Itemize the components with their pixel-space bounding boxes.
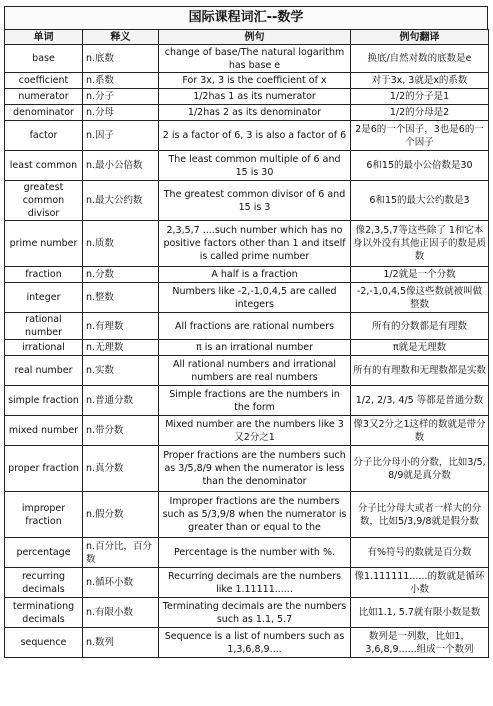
meaning-cell: n.分母 bbox=[83, 105, 159, 121]
word-cell: greatest common divisor bbox=[5, 181, 83, 221]
translation-cell: 1/2的分母是2 bbox=[351, 105, 489, 121]
example-cell: For 3x, 3 is the coefficient of x bbox=[159, 73, 351, 89]
example-cell: Terminating decimals are the numbers such as 1.1, 5.7 bbox=[159, 598, 351, 628]
word-cell: numerator bbox=[5, 89, 83, 105]
example-cell: Recurring decimals are the numbers like 1.11111...... bbox=[159, 568, 351, 598]
translation-cell: 1/2, 2/3, 4/5 等都是普通分数 bbox=[351, 386, 489, 416]
meaning-cell: n.普通分数 bbox=[83, 386, 159, 416]
table-row bbox=[5, 628, 489, 658]
word-cell: improper fraction bbox=[5, 492, 83, 538]
word-cell: fraction bbox=[5, 267, 83, 283]
meaning-cell: n.带分数 bbox=[83, 416, 159, 446]
example-cell: Percentage is the number with %. bbox=[159, 538, 351, 568]
word-cell: prime number bbox=[5, 221, 83, 267]
header-translation: 例句翻译 bbox=[351, 30, 489, 45]
sheet-title: 国际课程词汇--数学 bbox=[4, 6, 488, 29]
vocabulary-table bbox=[4, 29, 489, 658]
example-cell: 1/2has 2 as its denominator bbox=[159, 105, 351, 121]
translation-cell: -2,-1,0,4,5像这些数就被叫做整数 bbox=[351, 283, 489, 313]
table-row bbox=[5, 416, 489, 446]
translation-cell: 比如1.1, 5.7就有限小数是数 bbox=[351, 598, 489, 628]
word-cell: terminationg decimals bbox=[5, 598, 83, 628]
example-cell: 1/2has 1 as its numerator bbox=[159, 89, 351, 105]
meaning-cell: n.质数 bbox=[83, 221, 159, 267]
meaning-cell: n.真分数 bbox=[83, 446, 159, 492]
translation-cell: 像1.111111......的数就是循环小数 bbox=[351, 568, 489, 598]
meaning-cell: n.数列 bbox=[83, 628, 159, 658]
example-cell: All rational numbers and irrational numbers are real numbers bbox=[159, 356, 351, 386]
table-row bbox=[5, 340, 489, 356]
translation-cell: 1/2的分子是1 bbox=[351, 89, 489, 105]
example-cell: 2 is a factor of 6, 3 is also a factor of 6 bbox=[159, 121, 351, 151]
header-meaning: 释义 bbox=[83, 30, 159, 45]
table-row bbox=[5, 267, 489, 283]
meaning-cell: n.分子 bbox=[83, 89, 159, 105]
table-row bbox=[5, 568, 489, 598]
table-row bbox=[5, 151, 489, 181]
example-cell: Simple fractions are the numbers in the form bbox=[159, 386, 351, 416]
meaning-cell: n.底数 bbox=[83, 45, 159, 73]
meaning-cell: n.最小公倍数 bbox=[83, 151, 159, 181]
meaning-cell: n.整数 bbox=[83, 283, 159, 313]
header-example: 例句 bbox=[159, 30, 351, 45]
word-cell: denominator bbox=[5, 105, 83, 121]
meaning-cell: n.循环小数 bbox=[83, 568, 159, 598]
translation-cell: 6和15的最小公倍数是30 bbox=[351, 151, 489, 181]
translation-cell: 所有的有理数和无理数都是实数 bbox=[351, 356, 489, 386]
example-cell: A half is a fraction bbox=[159, 267, 351, 283]
header-row bbox=[5, 30, 489, 45]
example-cell: Sequence is a list of numbers such as 1,3,6,8,9.... bbox=[159, 628, 351, 658]
table-row bbox=[5, 181, 489, 221]
table-row bbox=[5, 121, 489, 151]
meaning-cell: n.最大公约数 bbox=[83, 181, 159, 221]
table-row bbox=[5, 89, 489, 105]
word-cell: proper fraction bbox=[5, 446, 83, 492]
word-cell: mixed number bbox=[5, 416, 83, 446]
table-row bbox=[5, 283, 489, 313]
example-cell: change of base/The natural logarithm has base e bbox=[159, 45, 351, 73]
translation-cell: 对于3x, 3就是x的系数 bbox=[351, 73, 489, 89]
table-row bbox=[5, 386, 489, 416]
table-row bbox=[5, 45, 489, 73]
example-cell: The greatest common divisor of 6 and 15 is 3 bbox=[159, 181, 351, 221]
table-row bbox=[5, 105, 489, 121]
table-row bbox=[5, 221, 489, 267]
meaning-cell: n.假分数 bbox=[83, 492, 159, 538]
translation-cell: 像3又2分之1这样的数就是带分数 bbox=[351, 416, 489, 446]
meaning-cell: n.百分比，百分数 bbox=[83, 538, 159, 568]
table-body bbox=[5, 45, 489, 658]
example-cell: The least common multiple of 6 and 15 is 30 bbox=[159, 151, 351, 181]
word-cell: base bbox=[5, 45, 83, 73]
translation-cell: 1/2就是一个分数 bbox=[351, 267, 489, 283]
example-cell: Improper fractions are the numbers such as 5/3,9/8 when the numerator is greater than or equal to the bbox=[159, 492, 351, 538]
word-cell: integer bbox=[5, 283, 83, 313]
word-cell: percentage bbox=[5, 538, 83, 568]
translation-cell: π就是无理数 bbox=[351, 340, 489, 356]
word-cell: recurring decimals bbox=[5, 568, 83, 598]
translation-cell: 数列是一列数，比如1，3,6,8,9......组成一个数列 bbox=[351, 628, 489, 658]
translation-cell: 有%符号的数就是百分数 bbox=[351, 538, 489, 568]
meaning-cell: n.无理数 bbox=[83, 340, 159, 356]
table-row bbox=[5, 73, 489, 89]
translation-cell: 2是6的一个因子，3也是6的一个因子 bbox=[351, 121, 489, 151]
word-cell: real number bbox=[5, 356, 83, 386]
translation-cell: 像2,3,5,7等这些除了 1和它本身以外没有其他正因子的数是质数 bbox=[351, 221, 489, 267]
word-cell: irrational bbox=[5, 340, 83, 356]
table-row bbox=[5, 598, 489, 628]
table-row bbox=[5, 446, 489, 492]
table-row bbox=[5, 492, 489, 538]
vocabulary-sheet bbox=[4, 6, 488, 658]
example-cell: Mixed number are the numbers like 3又2分之1 bbox=[159, 416, 351, 446]
example-cell: 2,3,5,7 ....such number which has no positive factors other than 1 and itself is called prime number bbox=[159, 221, 351, 267]
translation-cell: 所有的分数都是有理数 bbox=[351, 313, 489, 340]
meaning-cell: n.有理数 bbox=[83, 313, 159, 340]
header-word: 单词 bbox=[5, 30, 83, 45]
translation-cell: 6和15的最大公约数是3 bbox=[351, 181, 489, 221]
translation-cell: 分子比分母小的分数，比如3/5, 8/9就是真分数 bbox=[351, 446, 489, 492]
translation-cell: 分子比分母大或者一样大的分数，比如5/3,9/8就是假分数 bbox=[351, 492, 489, 538]
word-cell: coefficient bbox=[5, 73, 83, 89]
example-cell: All fractions are rational numbers bbox=[159, 313, 351, 340]
table-row bbox=[5, 538, 489, 568]
word-cell: simple fraction bbox=[5, 386, 83, 416]
word-cell: sequence bbox=[5, 628, 83, 658]
meaning-cell: n.实数 bbox=[83, 356, 159, 386]
word-cell: least common bbox=[5, 151, 83, 181]
table-row bbox=[5, 356, 489, 386]
translation-cell: 换底/自然对数的底数是e bbox=[351, 45, 489, 73]
meaning-cell: n.分数 bbox=[83, 267, 159, 283]
word-cell: factor bbox=[5, 121, 83, 151]
meaning-cell: n.因子 bbox=[83, 121, 159, 151]
meaning-cell: n.系数 bbox=[83, 73, 159, 89]
word-cell: rational number bbox=[5, 313, 83, 340]
example-cell: π is an irrational number bbox=[159, 340, 351, 356]
example-cell: Proper fractions are the numbers such as 3/5,8/9 when the numerator is less than the denominator bbox=[159, 446, 351, 492]
meaning-cell: n.有限小数 bbox=[83, 598, 159, 628]
example-cell: Numbers like -2,-1,0,4,5 are called integers bbox=[159, 283, 351, 313]
table-row bbox=[5, 313, 489, 340]
